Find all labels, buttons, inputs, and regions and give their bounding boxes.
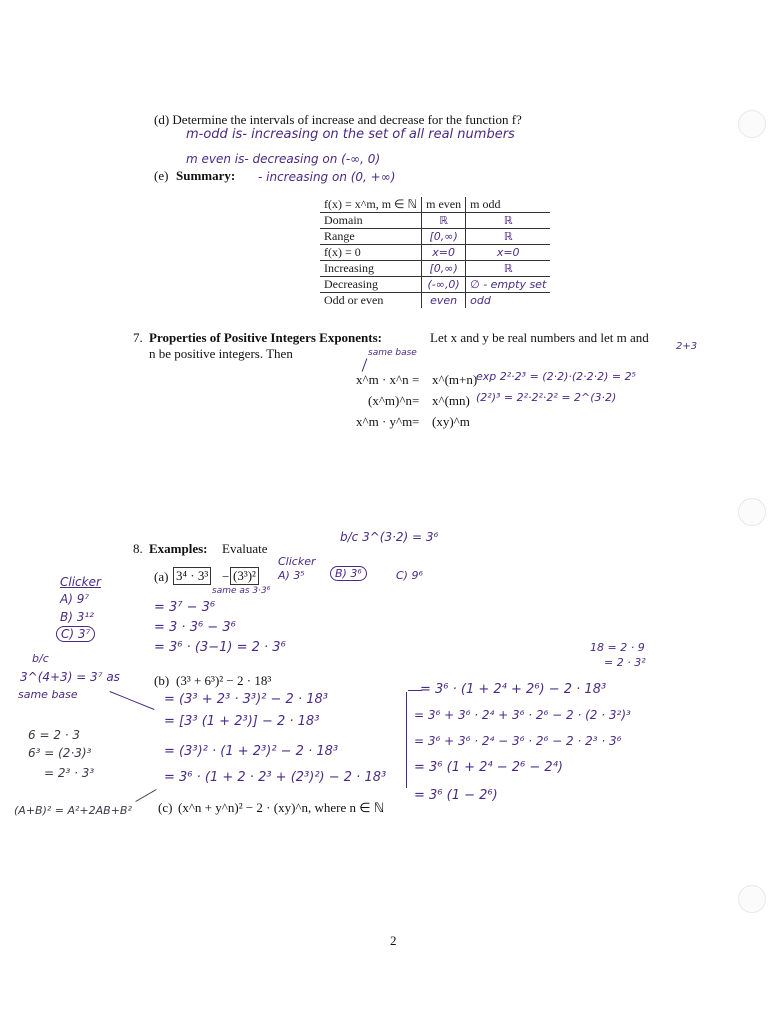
same-base-arrow (362, 358, 368, 371)
law-1-lhs: x^m · x^n (356, 372, 409, 387)
margin-six-cubed: 6³ = (2·3)³ (28, 746, 92, 760)
choice-c: C) 9⁶ (396, 569, 423, 582)
table-cell: ℝ (466, 213, 551, 229)
part-e-title: Summary: (176, 168, 236, 183)
part-d-question: (d) Determine the intervals of increase and decrease for the function f? (154, 112, 522, 127)
part-b-step-4: = 3⁶ · (1 + 2 · 2³ + (2³)²) − 2 · 18³ (164, 770, 387, 785)
section-7-title: Properties of Positive Integers Exponents: (149, 330, 383, 345)
right-step-4: = 3⁶ (1 + 2⁴ − 2⁶ − 2⁴) (414, 760, 563, 775)
table-row (320, 261, 550, 277)
table-cell: Range (320, 229, 422, 245)
right-bracket (406, 692, 407, 788)
margin-bc: b/c (32, 652, 49, 665)
part-e-answer: - increasing on (0, +∞) (258, 170, 396, 184)
table-cell: [0,∞) (422, 229, 466, 245)
table-row (320, 229, 550, 245)
table-header-row (320, 197, 550, 213)
table-cell: Domain (320, 213, 422, 229)
table-cell: ℝ (466, 261, 551, 277)
section-7-number: 7. (133, 330, 143, 345)
section-8-title: Examples: (149, 541, 208, 556)
table-row (320, 213, 550, 229)
bc-top-note: b/c 3^(3·2) = 3⁶ (340, 530, 439, 544)
part-a-same-note: same as 3·3⁶ (212, 586, 271, 596)
table-cell: ℝ (466, 229, 551, 245)
margin-six-cubed-result: = 2³ · 3³ (44, 766, 95, 780)
table-cell: odd (466, 293, 551, 309)
table-cell: (-∞,0) (422, 277, 466, 293)
part-b-step-3: = (3³)² · (1 + 2³)² − 2 · 18³ (164, 744, 339, 759)
punch-hole-top (738, 110, 766, 138)
section-7-text-line2: n be positive integers. Then (149, 346, 293, 361)
table-cell: x=0 (466, 245, 551, 261)
law-2-rhs: x^(mn) (432, 393, 470, 408)
margin-binomial-formula: (A+B)² = A²+2AB+B² (14, 804, 132, 817)
law-1-rhs: x^(m+n) (432, 372, 478, 387)
part-d-answer-odd: m-odd is- increasing on the set of all real numbers (186, 127, 515, 142)
page-number: 2 (390, 933, 397, 948)
law-2-example: (2²)³ = 2²·2²·2² = 2^(3·2) (476, 391, 617, 404)
table-cell: x=0 (422, 245, 466, 261)
right-note-18: 18 = 2 · 9 (590, 641, 645, 654)
part-a-box-2: (3³)² (230, 567, 259, 585)
part-a-step-1: = 3⁷ − 3⁶ (154, 600, 216, 615)
same-base-note: same base (368, 348, 417, 358)
part-b-expression: (3³ + 6³)² − 2 · 18³ (176, 673, 272, 688)
table-cell: [0,∞) (422, 261, 466, 277)
right-note-18-factored: = 2 · 3² (604, 656, 646, 669)
law-2-lhs: (x^m)^n (368, 393, 412, 408)
table-cell: Odd or even (320, 293, 422, 309)
binomial-arrow (135, 789, 156, 802)
summary-table (320, 197, 550, 308)
right-step-1: = 3⁶ · (1 + 2⁴ + 2⁶) − 2 · 18³ (420, 682, 607, 697)
margin-same-base: same base (18, 688, 78, 701)
right-step-5: = 3⁶ (1 − 2⁶) (414, 788, 498, 803)
part-c-expression: (x^n + y^n)² − 2 · (xy)^n, where n ∈ ℕ (178, 800, 385, 815)
table-cell: Increasing (320, 261, 422, 277)
choice-a: A) 3⁵ (278, 569, 305, 582)
part-d-answer-even: m even is- decreasing on (-∞, 0) (186, 152, 381, 166)
right-step-3: = 3⁶ + 3⁶ · 2⁴ − 3⁶ · 2⁶ − 2 · 2³ · 3⁶ (414, 734, 622, 748)
section-8-text: Evaluate (222, 541, 268, 556)
table-cell: ℝ (422, 213, 466, 229)
part-b-step-1: = (3³ + 2³ · 3³)² − 2 · 18³ (164, 692, 328, 707)
table-header-cell: m odd (466, 197, 551, 213)
part-a-minus: − (222, 569, 230, 584)
law-2-eq: = (412, 393, 420, 408)
table-row (320, 245, 550, 261)
law-3-lhs: x^m · y^m (356, 414, 413, 429)
section-7-top-note: 2+3 (676, 341, 698, 352)
right-step-2: = 3⁶ + 3⁶ · 2⁴ + 3⁶ · 2⁶ − 2 · (2 · 3²)³ (414, 708, 631, 722)
punch-hole-bottom (738, 885, 766, 913)
table-row (320, 293, 550, 309)
part-a-step-2: = 3 · 3⁶ − 3⁶ (154, 620, 236, 635)
margin-choice-c-circled: C) 3⁷ (56, 626, 95, 642)
table-cell: even (422, 293, 466, 309)
part-e-label: (e) (154, 168, 169, 183)
margin-clicker-label: Clicker (60, 575, 101, 589)
law-1-eq: = (412, 372, 420, 387)
section-8-number: 8. (133, 541, 143, 556)
part-b-label: (b) (154, 673, 170, 688)
margin-choice-a: A) 9⁷ (60, 592, 90, 606)
margin-six-factor: 6 = 2 · 3 (28, 728, 81, 742)
table-cell: f(x) = 0 (320, 245, 422, 261)
part-c-label: (c) (158, 800, 173, 815)
law-3-rhs: (xy)^m (432, 414, 470, 429)
law-3-eq: = (412, 414, 420, 429)
margin-exponent-eq: 3^(4+3) = 3⁷ as (20, 670, 120, 684)
table-header-cell: m even (422, 197, 466, 213)
section-7-text-line1: Let x and y be real numbers and let m and (430, 330, 649, 345)
margin-choice-b: B) 3¹² (60, 610, 94, 624)
part-a-step-3: = 3⁶ · (3−1) = 2 · 3⁶ (154, 640, 286, 655)
table-cell: Decreasing (320, 277, 422, 293)
choice-b-circled: B) 3⁶ (330, 566, 367, 581)
part-b-step-2: = [3³ (1 + 2³)] − 2 · 18³ (164, 714, 320, 729)
margin-pointer-line (110, 691, 155, 710)
table-cell: ∅ - empty set (466, 277, 551, 293)
punch-hole-middle (738, 498, 766, 526)
table-row (320, 277, 550, 293)
part-a-box-1: 3⁴ · 3³ (173, 567, 211, 585)
part-a-label: (a) (154, 569, 169, 584)
law-1-example: exp 2²·2³ = (2·2)·(2·2·2) = 2⁵ (476, 370, 637, 383)
clicker-top-label: Clicker (278, 555, 316, 568)
table-header-cell: f(x) = x^m, m ∈ ℕ (320, 197, 422, 213)
